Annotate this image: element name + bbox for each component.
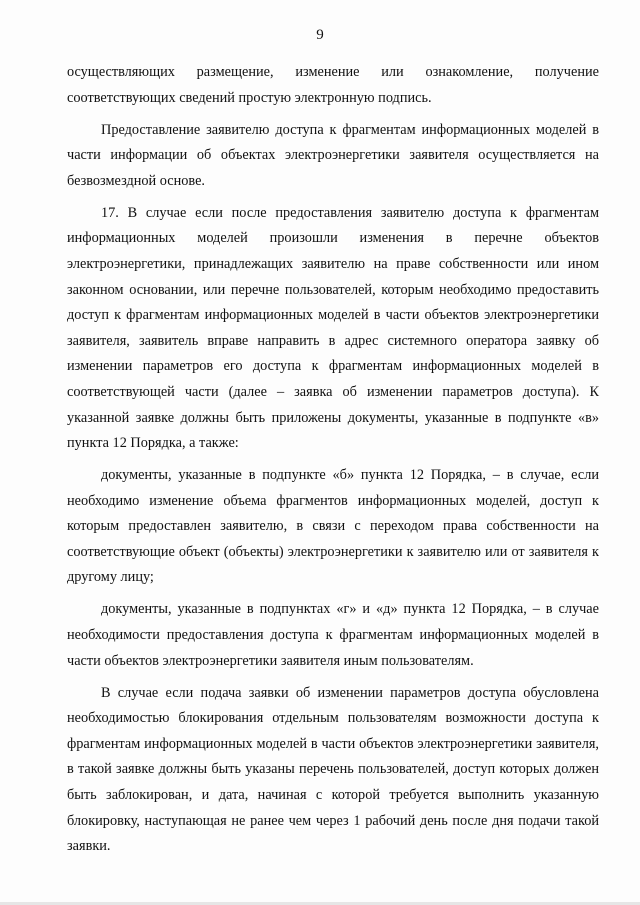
paragraph-item-17: 17. В случае если после предоставления заявителю доступа к фрагментам информационных моделей произошли изменения в перечне объектов электроэнергетики, принадлежащих заявителю на праве собственности или ином законном основании, или перечне пользователей, которым необходимо предоставить доступ к фрагментам информационных моделей в части объектов электроэнергетики заявителя, заявитель вправе направить в адрес системного оператора заявку об изменении параметров его доступа к фрагментам информационных моделей в соответствующей части (далее – заявка об изменении параметров доступа). К указанной заявке должны быть приложены документы, указанные в подпункте «в» пункта 12 Порядка, а также: <box>67 204 599 452</box>
paragraph-documents-b: документы, указанные в подпункте «б» пункта 12 Порядка, – в случае, если необходимо изменение объема фрагментов информационных моделей, доступ к которым предоставлен заявителю, в связи с переходом права собственности на соответствующие объект (объекты) электроэнергетики к заявителю или от заявителя к другому лицу; <box>67 467 599 586</box>
page-number: 9 <box>316 27 324 43</box>
paragraph-documents-g-d: документы, указанные в подпунктах «г» и «д» пункта 12 Порядка, – в случае необходимости предоставления доступа к фрагментам информационных моделей в части объектов электроэнергетики заявителя иным пользователям. <box>67 601 599 669</box>
document-body <box>67 60 599 866</box>
paragraph-free-access: Предоставление заявителю доступа к фрагментам информационных моделей в части информации об объектах электроэнергетики заявителя осуществляется на безвозмездной основе. <box>67 121 599 189</box>
paragraph-blocking: В случае если подача заявки об изменении параметров доступа обусловлена необходимостью блокирования отдельным пользователям возможности доступа к фрагментам информационных моделей в части объектов электроэнергетики заявителя, в такой заявке должны быть указаны перечень пользователей, доступ которых должен быть заблокирован, и дата, начиная с которой требуется выполнить указанную блокировку, наступающая не ранее чем через 1 рабочий день после дня подачи такой заявки. <box>67 684 599 855</box>
paragraph-continuation: осуществляющих размещение, изменение или ознакомление, получение соответствующих сведений простую электронную подпись. <box>67 64 599 106</box>
